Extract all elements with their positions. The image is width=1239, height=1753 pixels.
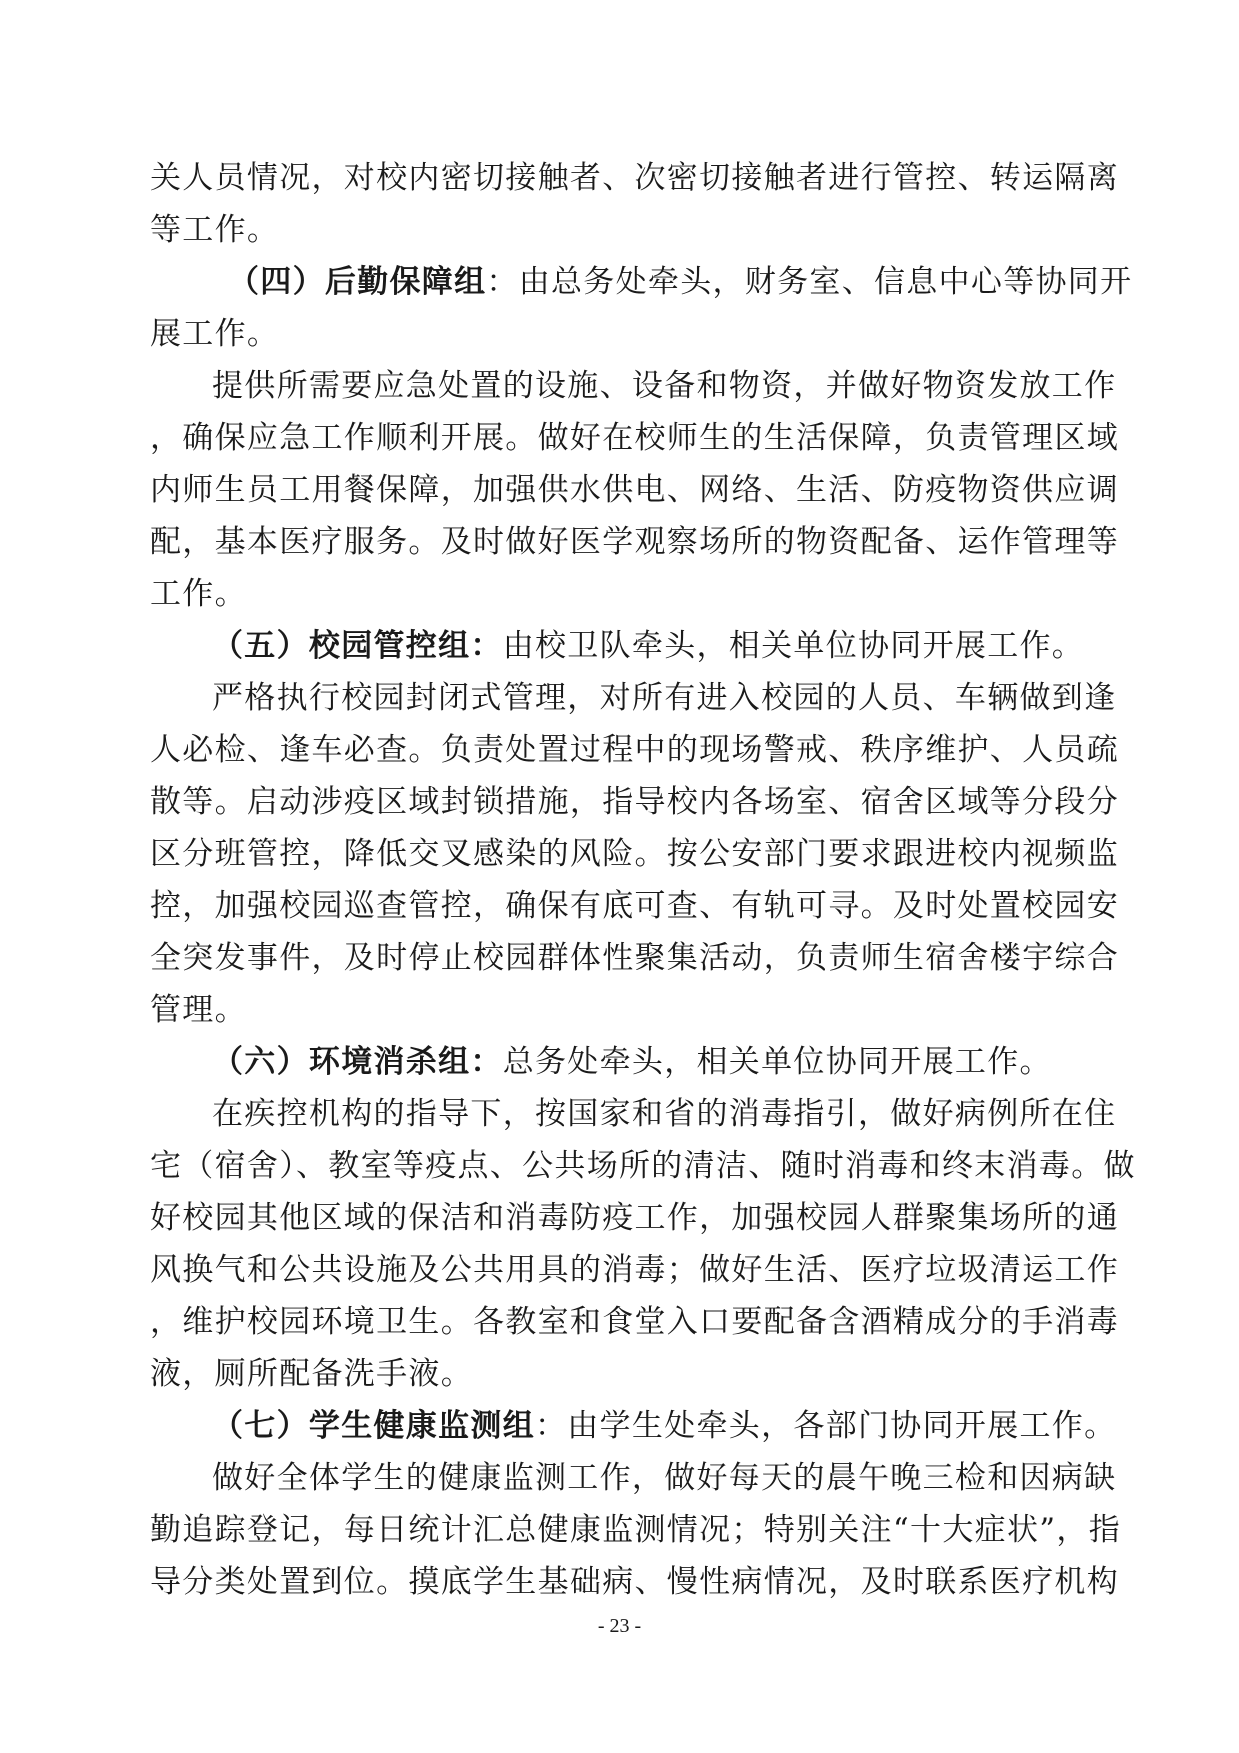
paragraph-start: 做好全体学生的健康监测工作，做好每天的晨午晚三检和因病缺 (212, 1460, 1117, 1496)
body-line: 展工作。 (150, 316, 280, 352)
body-line: 控，加强校园巡查管控，确保有底可查、有轨可寻。及时处置校园安 (150, 888, 1119, 924)
body-line: 好校园其他区域的保洁和消毒防疫工作，加强校园人群聚集场所的通 (150, 1200, 1119, 1236)
document-body (150, 152, 1136, 1608)
paragraph-start: 严格执行校园封闭式管理，对所有进入校园的人员、车辆做到逢 (212, 680, 1117, 716)
body-line: 管理。 (150, 992, 247, 1028)
section-heading-logistics: （四）后勤保障组：由总务处牵头，财务室、信息中心等协同开 (228, 264, 1133, 300)
section-heading-campus-control: （五）校园管控组：由校卫队牵头，相关单位协同开展工作。 (212, 628, 1085, 664)
body-line: 内师生员工用餐保障，加强供水供电、网络、生活、防疫物资供应调 (150, 472, 1119, 508)
body-line: ，确保应急工作顺利开展。做好在校师生的生活保障，负责管理区域 (150, 420, 1119, 456)
body-line: 配，基本医疗服务。及时做好医学观察场所的物资配备、运作管理等 (150, 524, 1119, 560)
body-line: 风换气和公共设施及公共用具的消毒；做好生活、医疗垃圾清运工作 (150, 1252, 1119, 1288)
body-line: 人必检、逢车必查。负责处置过程中的现场警戒、秩序维护、人员疏 (150, 732, 1119, 768)
body-line: 导分类处置到位。摸底学生基础病、慢性病情况，及时联系医疗机构 (150, 1564, 1119, 1600)
body-line: ，维护校园环境卫生。各教室和食堂入口要配备含酒精成分的手消毒 (150, 1304, 1119, 1340)
body-line: 关人员情况，对校内密切接触者、次密切接触者进行管控、转运隔离 (150, 160, 1119, 196)
body-line: 宅（宿舍）、教室等疫点、公共场所的清洁、随时消毒和终末消毒。做 (150, 1148, 1136, 1184)
body-line: 工作。 (150, 576, 247, 612)
heading-label: （五）校园管控组： (212, 628, 503, 664)
heading-label: （七）学生健康监测组 (212, 1408, 535, 1444)
body-line: 等工作。 (150, 212, 280, 248)
body-line: 区分班管控，降低交叉感染的风险。按公安部门要求跟进校内视频监 (150, 836, 1119, 872)
paragraph-start: 在疾控机构的指导下，按国家和省的消毒指引，做好病例所在住 (212, 1096, 1117, 1132)
section-heading-health-monitoring: （七）学生健康监测组：由学生处牵头，各部门协同开展工作。 (212, 1408, 1117, 1444)
paragraph-start: 提供所需要应急处置的设施、设备和物资，并做好物资发放工作 (212, 368, 1117, 404)
page-number: - 23 - (597, 1615, 642, 1637)
body-line: 散等。启动涉疫区域封锁措施，指导校内各场室、宿舍区域等分段分 (150, 784, 1119, 820)
heading-label: （四）后勤保障组 (228, 264, 487, 300)
body-line: 液，厕所配备洗手液。 (150, 1356, 473, 1392)
section-heading-disinfection: （六）环境消杀组：总务处牵头，相关单位协同开展工作。 (212, 1044, 1052, 1080)
body-line: 勤追踪登记，每日统计汇总健康监测情况；特别关注“十大症状”，指 (150, 1512, 1121, 1548)
heading-label: （六）环境消杀组： (212, 1044, 503, 1080)
body-line: 全突发事件，及时停止校园群体性聚集活动，负责师生宿舍楼宇综合 (150, 940, 1119, 976)
